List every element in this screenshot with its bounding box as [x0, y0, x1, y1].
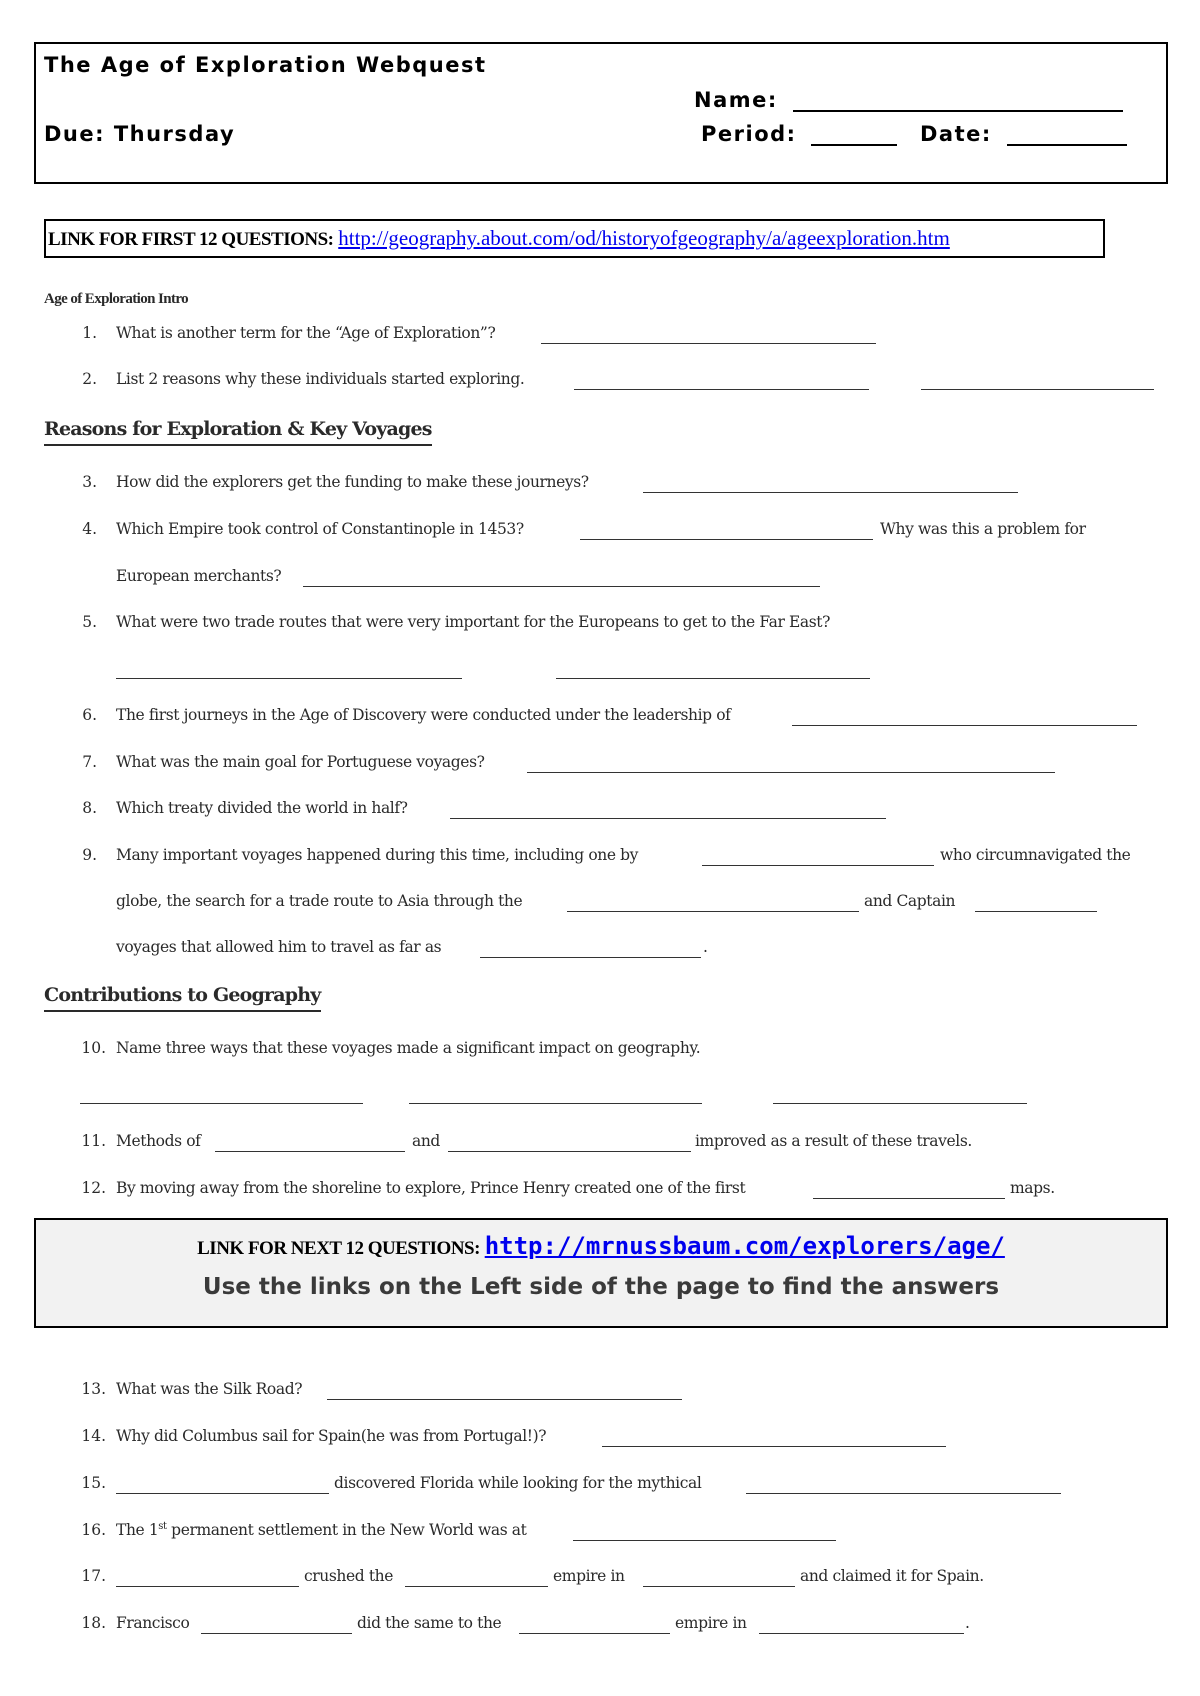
- link-next-row: [36, 1232, 1166, 1260]
- q15-number: 15.: [81, 1474, 106, 1492]
- q1-blank[interactable]: [541, 343, 876, 344]
- q12-number: 12.: [81, 1179, 106, 1197]
- q9-text-f: .: [703, 938, 708, 956]
- q6-text: The first journeys in the Age of Discovery were conducted under the leadership of: [116, 706, 731, 724]
- q10-text: Name three ways that these voyages made a significant impact on geography.: [116, 1039, 701, 1057]
- q5-blank-1[interactable]: [116, 678, 462, 679]
- q14-blank[interactable]: [602, 1446, 946, 1447]
- q15-blank-1[interactable]: [116, 1493, 329, 1494]
- q9-text-b: who circumnavigated the: [940, 846, 1131, 864]
- q9-text-e: voyages that allowed him to travel as far as: [116, 938, 442, 956]
- q13-text: What was the Silk Road?: [116, 1380, 303, 1398]
- q4-text-b: Why was this a problem for: [880, 520, 1086, 538]
- date-blank[interactable]: [1007, 124, 1127, 146]
- link-next-url[interactable]: http://mrnussbaum.com/explorers/age/: [484, 1232, 1005, 1260]
- q13-number: 13.: [81, 1380, 106, 1398]
- q6-blank[interactable]: [792, 725, 1137, 726]
- q7-text: What was the main goal for Portuguese voyages?: [116, 753, 485, 771]
- period-label: Period:: [701, 122, 797, 146]
- q8-blank[interactable]: [450, 818, 886, 819]
- q11-blank-2[interactable]: [448, 1151, 691, 1152]
- q9-blank-1[interactable]: [702, 865, 934, 866]
- q18-text-b: did the same to the: [357, 1614, 502, 1632]
- link-first-url[interactable]: http://geography.about.com/od/historyofgeography/a/ageexploration.htm: [338, 226, 950, 250]
- q7-blank[interactable]: [527, 772, 1055, 773]
- q9-text-c: globe, the search for a trade route to Asia through the: [116, 892, 523, 910]
- q10-number: 10.: [81, 1039, 106, 1057]
- q17-number: 17.: [81, 1567, 106, 1585]
- q9-text-d: and Captain: [864, 892, 956, 910]
- q10-blank-2[interactable]: [409, 1103, 702, 1104]
- q9-text-a: Many important voyages happened during this time, including one by: [116, 846, 639, 864]
- q3-blank[interactable]: [643, 492, 1018, 493]
- q4-blank-1[interactable]: [580, 539, 873, 540]
- q2-number: 2.: [82, 370, 97, 388]
- q18-text-c: empire in: [675, 1614, 747, 1632]
- q12-blank[interactable]: [813, 1198, 1005, 1199]
- q1-text: What is another term for the “Age of Exploration”?: [116, 324, 496, 342]
- q18-blank-3[interactable]: [759, 1633, 964, 1634]
- date-field[interactable]: [920, 122, 1127, 146]
- q17-text-a: crushed the: [304, 1567, 394, 1585]
- q9-number: 9.: [82, 846, 97, 864]
- q18-blank-2[interactable]: [519, 1633, 670, 1634]
- period-blank[interactable]: [811, 124, 897, 146]
- name-blank[interactable]: [793, 90, 1123, 112]
- q11-number: 11.: [81, 1132, 106, 1150]
- link-next-label: LINK FOR NEXT 12 QUESTIONS:: [197, 1238, 480, 1259]
- section-reasons: Reasons for Exploration & Key Voyages: [44, 418, 432, 446]
- q2-text: List 2 reasons why these individuals started exploring.: [116, 370, 525, 388]
- q13-blank[interactable]: [327, 1399, 682, 1400]
- q7-number: 7.: [82, 753, 97, 771]
- q3-text: How did the explorers get the funding to make these journeys?: [116, 473, 589, 491]
- q14-number: 14.: [81, 1427, 106, 1445]
- q2-blank-1[interactable]: [574, 389, 869, 390]
- q12-text-a: By moving away from the shoreline to explore, Prince Henry created one of the first: [116, 1179, 746, 1197]
- name-label: Name:: [694, 88, 778, 112]
- q16-blank[interactable]: [573, 1540, 836, 1541]
- q17-blank-3[interactable]: [643, 1586, 795, 1587]
- section-intro: Age of Exploration Intro: [44, 291, 189, 307]
- q16-sup: st: [158, 1521, 167, 1532]
- q16-text-b: permanent settlement in the New World was at: [166, 1521, 527, 1540]
- q17-text-b: empire in: [553, 1567, 625, 1585]
- q15-text: discovered Florida while looking for the mythical: [334, 1474, 702, 1492]
- q5-blank-2[interactable]: [556, 678, 870, 679]
- q4-blank-2[interactable]: [303, 586, 820, 587]
- q2-blank-2[interactable]: [921, 389, 1154, 390]
- q4-text-a: Which Empire took control of Constantinople in 1453?: [116, 520, 524, 538]
- q18-text-a: Francisco: [116, 1614, 190, 1632]
- link-box-first: [44, 219, 1105, 258]
- q18-number: 18.: [81, 1614, 106, 1632]
- q9-blank-3[interactable]: [975, 911, 1097, 912]
- q6-number: 6.: [82, 706, 97, 724]
- q5-text: What were two trade routes that were very important for the Europeans to get to the Far East?: [116, 613, 831, 631]
- q11-blank-1[interactable]: [215, 1151, 405, 1152]
- q9-blank-4[interactable]: [480, 957, 701, 958]
- link-instruction: Use the links on the Left side of the page to find the answers: [202, 1274, 1000, 1300]
- q17-text-c: and claimed it for Spain.: [800, 1567, 984, 1585]
- q9-blank-2[interactable]: [567, 911, 859, 912]
- due-date: Due: Thursday: [44, 122, 236, 146]
- q11-text-c: improved as a result of these travels.: [695, 1132, 972, 1150]
- date-label: Date:: [920, 122, 992, 146]
- q3-number: 3.: [82, 473, 97, 491]
- q12-text-b: maps.: [1010, 1179, 1055, 1197]
- q18-blank-1[interactable]: [201, 1633, 352, 1634]
- q10-blank-1[interactable]: [80, 1103, 363, 1104]
- q17-blank-2[interactable]: [405, 1586, 548, 1587]
- q18-text-d: .: [965, 1614, 970, 1632]
- q5-number: 5.: [82, 613, 97, 631]
- link-box-next: [34, 1218, 1168, 1328]
- q8-text: Which treaty divided the world in half?: [116, 799, 408, 817]
- q8-number: 8.: [82, 799, 97, 817]
- link-first-label: LINK FOR FIRST 12 QUESTIONS:: [48, 229, 334, 250]
- q11-text-b: and: [412, 1132, 440, 1150]
- q1-number: 1.: [82, 324, 97, 342]
- q11-text-a: Methods of: [116, 1132, 201, 1150]
- q16-text-a: The 1: [116, 1521, 159, 1540]
- q14-text: Why did Columbus sail for Spain(he was from Portugal!)?: [116, 1427, 547, 1445]
- name-field[interactable]: [694, 88, 1123, 112]
- q4-text-c: European merchants?: [116, 567, 282, 585]
- period-field[interactable]: [701, 122, 897, 146]
- q17-blank-1[interactable]: [116, 1586, 299, 1587]
- q15-blank-2[interactable]: [746, 1493, 1061, 1494]
- section-contributions: Contributions to Geography: [44, 984, 321, 1012]
- q16-text: [116, 1521, 526, 1539]
- q4-number: 4.: [82, 520, 97, 538]
- q16-number: 16.: [81, 1521, 106, 1539]
- worksheet-title: The Age of Exploration Webquest: [44, 53, 487, 77]
- q10-blank-3[interactable]: [773, 1103, 1027, 1104]
